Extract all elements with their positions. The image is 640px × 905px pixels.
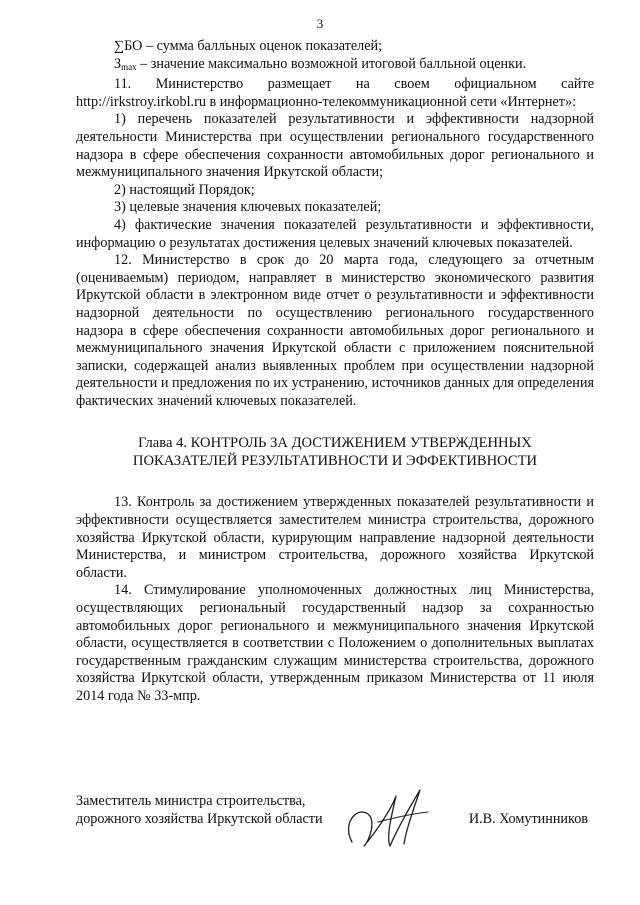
chapter-heading-line-1: Глава 4. КОНТРОЛЬ ЗА ДОСТИЖЕНИЕМ УТВЕРЖДЕННЫХ (138, 435, 532, 452)
sum-definition-text: – сумма балльных оценок показателей; (142, 38, 383, 54)
signature-block (76, 792, 594, 852)
sum-symbol: ∑БО (114, 38, 143, 54)
paragraph-11: 11. Министерство размещает на своем официальном сайте http://irkstroy.irkobl.ru в информационно-телекоммуникационной сети «Интернет»: (76, 76, 594, 110)
paragraph-11-item-4: 4) фактические значения показателей результативности и эффективности, информацию о результатах достижения целевых значений ключевых показателей. (76, 216, 594, 251)
document-body (76, 38, 594, 706)
signatory-name: И.В. Хомутинников (468, 811, 588, 827)
paragraph-11-item-3: 3) целевые значения ключевых показателей; (114, 199, 382, 216)
handwritten-signature (334, 784, 444, 854)
paragraph-13: 13. Контроль за достижением утвержденных показателей результативности и эффективности осуществляется заместителем министра строительства, дорожного хозяйства Иркутской области, курирующим направление надзорной деятельности Министерства, и министром строительства, дорожного хозяйства Иркутской области. (76, 494, 594, 581)
paragraph-14: 14. Стимулирование уполномоченных должностных лиц Министерства, осуществляющих региональный государственный надзор за сохранностью автомобильных дорог регионального и межмуниципального значения Иркутской области, осуществляется в соответствии с Положением о дополнительных выплатах государственным гражданским служащим министерства строительства, дорожного хозяйства Иркутской области, утвержденным приказом Министерства от 11 июля 2014 года № 33-мпр. (76, 582, 594, 704)
chapter-heading-line-2: ПОКАЗАТЕЛЕЙ РЕЗУЛЬТАТИВНОСТИ И ЭФФЕКТИВНОСТИ (132, 453, 538, 470)
zmax-base: З (114, 55, 122, 72)
zmax-subscript: max (121, 61, 137, 72)
sum-definition-line (76, 38, 594, 56)
signatory-position-line-2: дорожного хозяйства Иркутской области (76, 811, 323, 827)
zmax-definition-text: – значение максимально возможной итоговой балльной оценки. (136, 55, 527, 72)
page-number: 3 (316, 16, 324, 31)
paragraph-11-item-1: 1) перечень показателей результативности и эффективности надзорной деятельности Министерства при осуществлении регионального государственного надзора в сфере обеспечения сохранности автомобильных дорог регионального и межмуниципального значения Иркутской области; (76, 111, 594, 181)
paragraph-11-item-2: 2) настоящий Порядок; (114, 181, 255, 198)
paragraph-12: 12. Министерство в срок до 20 марта года, следующего за отчетным (оцениваемым) периодом, направляет в министерство экономического развития Иркутской области в электронном виде отчет о результативности и эффективности надзорной деятельности по осуществлению регионального государственного надзора в сфере обеспечения сохранности автомобильных дорог регионального и межмуниципального значения Иркутской области с приложением пояснительной записки, содержащей анализ выявленных проблем при осуществлении надзорной деятельности и предложения по их устранению, источников данных для определения фактических значений ключевых показателей. (76, 252, 594, 409)
zmax-definition-line (76, 56, 594, 77)
chapter-heading (76, 434, 594, 470)
signatory-position-line-1: Заместитель министра строительства, (76, 793, 306, 809)
signatory-position (76, 792, 323, 828)
